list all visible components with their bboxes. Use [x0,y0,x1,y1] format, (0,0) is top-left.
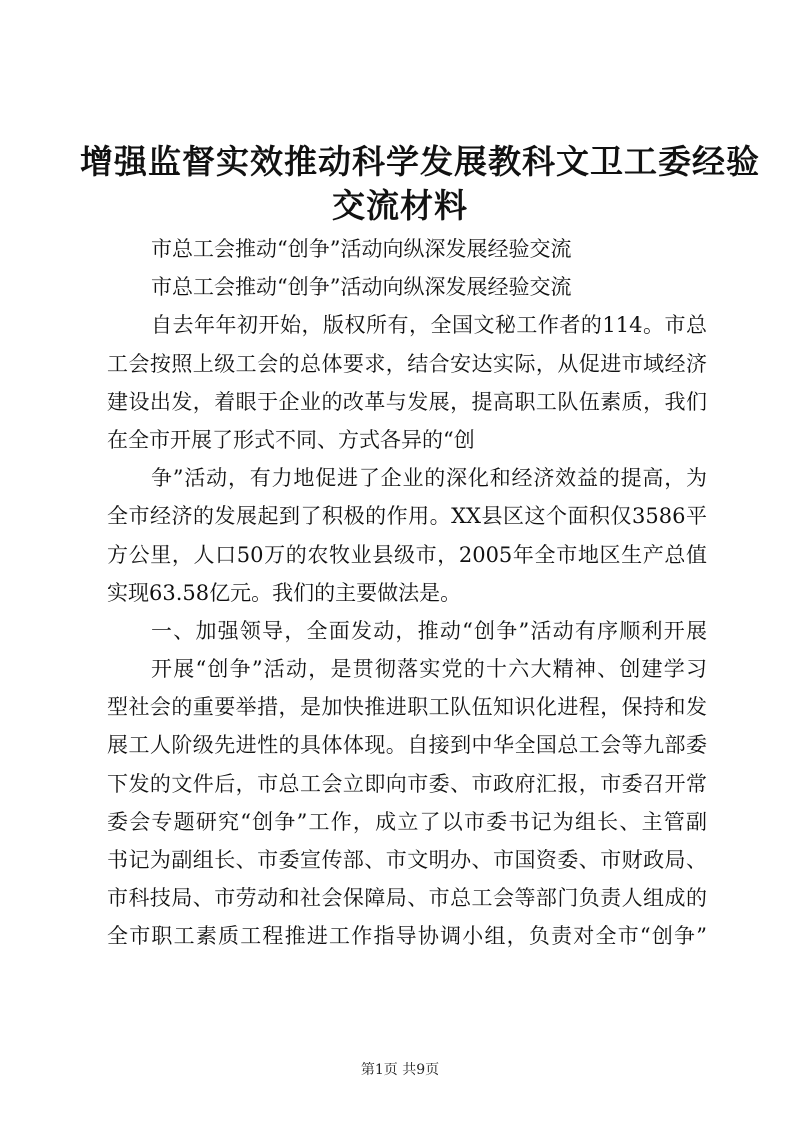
paragraph-line: 全市职工素质工程推进工作指导协调小组，负责对全市“创争” [107,924,707,949]
paragraph-line: 下发的文件后，市总工会立即向市委、市政府汇报，市委召开常 [107,771,707,796]
paragraph-line: 开展“创争”活动，是贯彻落实党的十六大精神、创建学习 [151,657,707,682]
paragraph-line: 自去年年初开始，版权所有，全国文秘工作者的114。市总 [151,313,707,338]
paragraph-line: 工会按照上级工会的总体要求，结合安达实际，从促进市域经济 [107,351,707,376]
section-heading: 一、加强领导，全面发动，推动“创争”活动有序顺利开展 [151,618,707,643]
subtitle-line: 市总工会推动“创争”活动向纵深发展经验交流 [151,275,572,300]
paragraph-line: 全市经济的发展起到了积极的作用。XX县区这个面积仅3586平 [107,504,707,529]
paragraph-line: 在全市开展了形式不同、方式各异的“创 [107,427,475,452]
paragraph-line: 方公里，人口50万的农牧业县级市，2005年全市地区生产总值 [107,542,707,567]
document-body [107,230,707,956]
page-footer: 第1页 共9页 [360,1062,440,1078]
paragraph-line: 展工人阶级先进性的具体体现。自接到中华全国总工会等九部委 [107,733,707,758]
paragraph-line: 委会专题研究“创争”工作，成立了以市委书记为组长、主管副 [107,809,707,834]
paragraph-line: 市科技局、市劳动和社会保障局、市总工会等部门负责人组成的 [107,886,707,911]
paragraph-line: 实现63.58亿元。我们的主要做法是。 [107,580,462,605]
title-line-1: 增强监督实效推动科学发展教科文卫工委经验 [80,142,760,181]
paragraph-line: 争”活动，有力地促进了企业的深化和经济效益的提高，为 [151,466,707,491]
paragraph-line: 型社会的重要举措，是加快推进职工队伍知识化进程，保持和发 [107,695,707,720]
paragraph-line: 建设出发，着眼于企业的改革与发展，提高职工队伍素质，我们 [107,389,707,414]
title-line-2: 交流材料 [332,186,468,225]
subtitle-line: 市总工会推动“创争”活动向纵深发展经验交流 [151,237,572,261]
paragraph-line: 书记为副组长、市委宣传部、市文明办、市国资委、市财政局、 [107,848,707,872]
document-title [80,140,760,228]
